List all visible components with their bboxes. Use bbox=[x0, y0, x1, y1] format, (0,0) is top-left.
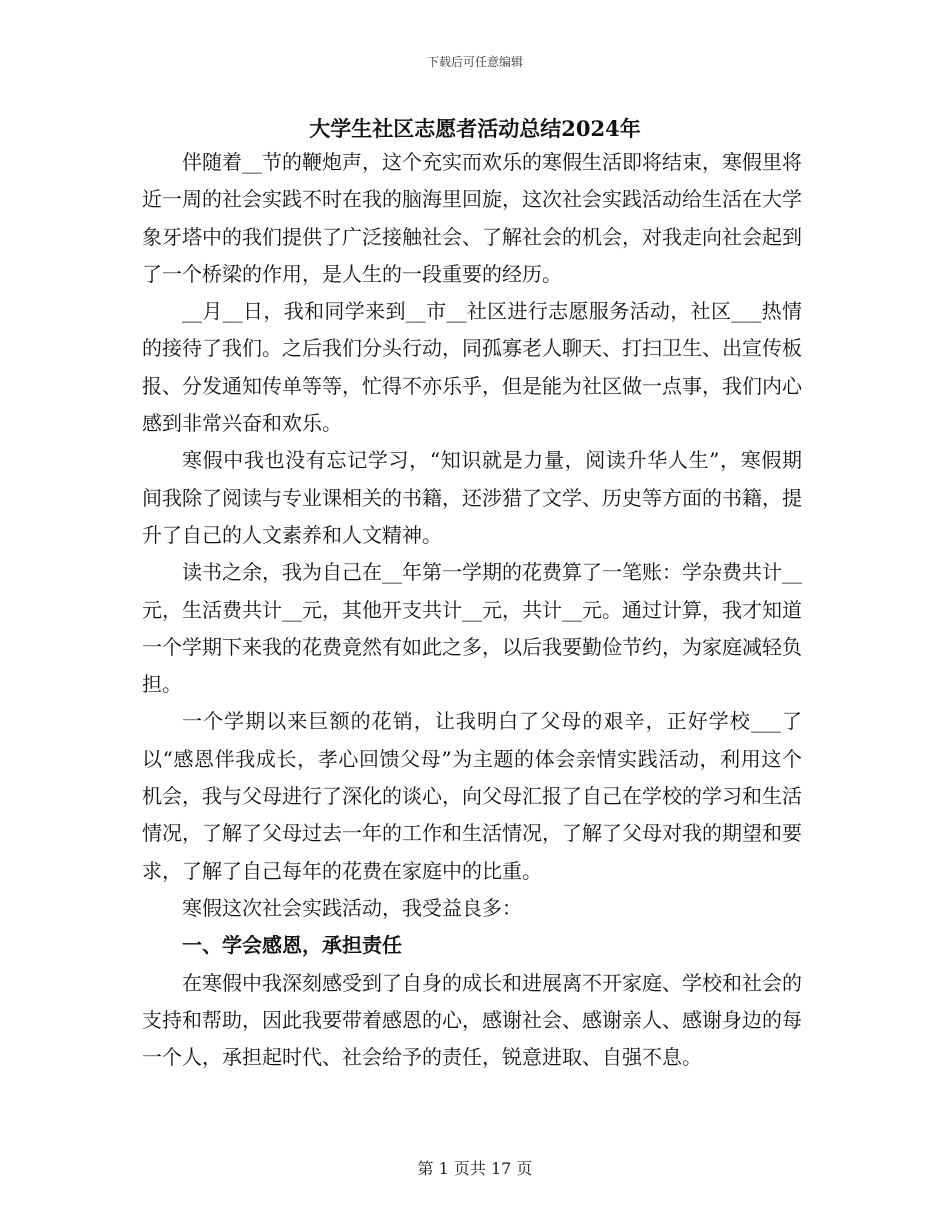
document-title: 大学生社区志愿者活动总结2024年 bbox=[309, 116, 641, 141]
paragraph-study: 寒假中我也没有忘记学习，“知识就是力量，阅读升华人生”，寒假期间我除了阅读与专业课相关的书籍，还涉猎了文学、历史等方面的书籍，提升了自己的人文素养和人文精神。 bbox=[142, 448, 802, 547]
paragraph-intro: 伴随着__节的鞭炮声，这个充实而欢乐的寒假生活即将结束，寒假里将近一周的社会实践不时在我的脑海里回旋，这次社会实践活动给生活在大学象牙塔中的我们提供了广泛接触社会、了解社会的机会，对我走向社会起到了一个桥梁的作用，是人生的一段重要的经历。 bbox=[142, 150, 802, 286]
paragraph-summary: 寒假这次社会实践活动，我受益良多： bbox=[182, 895, 522, 920]
document-body bbox=[142, 144, 802, 1076]
paragraph-expenses: 读书之余，我为自己在__年第一学期的花费算了一笔账：学杂费共计__元，生活费共计__元，其他开支共计__元，共计__元。通过计算，我才知道一个学期下来我的花费竟然有如此之多，以后我要勤俭节约，为家庭减轻负担。 bbox=[142, 560, 802, 697]
page-header-note: 下载后可任意编辑 bbox=[426, 55, 523, 69]
paragraph-gratitude-activity: 一个学期以来巨额的花销，让我明白了父母的艰辛，正好学校___了以“感恩伴我成长，孝心回馈父母”为主题的体会亲情实践活动，利用这个机会，我与父母进行了深化的谈心，向父母汇报了自己在学校的学习和生活情况，了解了父母过去一年的工作和生活情况，了解了父母对我的期望和要求，了解了自己每年的花费在家庭中的比重。 bbox=[142, 709, 802, 883]
section-paragraph: 在寒假中我深刻感受到了自身的成长和进展离不开家庭、学校和社会的支持和帮助，因此我要带着感恩的心，感谢社会、感谢亲人、感谢身边的每一个人，承担起时代、社会给予的责任，锐意进取、自强不息。 bbox=[142, 970, 802, 1070]
paragraph-community-service: __月__日，我和同学来到__市__社区进行志愿服务活动，社区___热情的接待了我们。之后我们分头行动，同孤寡老人聊天、打扫卫生、出宣传板报、分发通知传单等等，忙得不亦乐乎，但是能为社区做一点事，我们内心感到非常兴奋和欢乐。 bbox=[142, 299, 802, 436]
page-number: 第 1 页共 17 页 bbox=[417, 1159, 533, 1178]
section-heading: 一、学会感恩，承担责任 bbox=[182, 933, 402, 958]
